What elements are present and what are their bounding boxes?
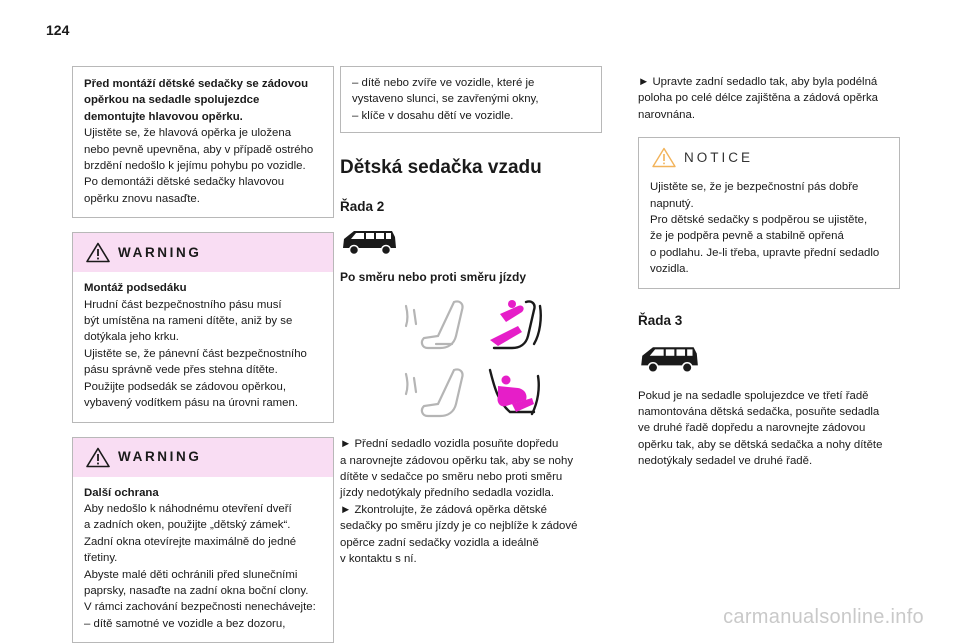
notice-text xyxy=(639,177,899,287)
warning-triangle-icon xyxy=(86,242,110,263)
page-number: 124 xyxy=(46,22,69,38)
text-line: Aby nedošlo k náhodnému otevření dveří xyxy=(84,501,323,517)
row2-title: Řada 2 xyxy=(340,199,602,214)
instructions-text xyxy=(340,436,602,567)
text-line: pásu správně vede přes stehna dítěte. xyxy=(84,362,323,378)
column-right xyxy=(638,66,900,470)
text-line: ► Zkontrolujte, že zádová opěrka dětské xyxy=(340,502,602,518)
notice-title: NOTICE xyxy=(684,150,753,166)
text-line: nebo pevně upevněna, aby v případě ostrého xyxy=(84,142,323,158)
text-line: dotýkala jeho krku. xyxy=(84,329,323,345)
text-line: napnutý. xyxy=(650,196,889,212)
warning-protection-text xyxy=(73,477,333,643)
warning-header xyxy=(73,438,333,477)
text-line: nedotýkaly sedadel ve druhé řadě. xyxy=(638,453,900,469)
warning-title: WARNING xyxy=(118,449,201,465)
text-line: namontována dětská sedačka, posuňte sedadla xyxy=(638,404,900,420)
column-left xyxy=(72,66,334,643)
text-line: vozidla. xyxy=(650,261,889,277)
text-line: ► Přední sedadlo vozidla posuňte dopředu xyxy=(340,436,602,452)
van-icon xyxy=(340,228,398,256)
headrest-info-text xyxy=(84,76,323,207)
text-line: dítěte v sedačce po směru nebo proti směru xyxy=(340,469,602,485)
text-line: Použijte podsedák se zádovou opěrkou, xyxy=(84,379,323,395)
text-line: v kontaktu s ní. xyxy=(340,551,602,567)
text-line: poloha po celé délce zajištěna a zádová opěrka xyxy=(638,90,900,106)
text-line: jízdy nedotýkaly předního sedadla vozidla. xyxy=(340,485,602,501)
continuation-box xyxy=(340,66,602,133)
text-line: o podlahu. Je-li třeba, upravte přední sedadlo xyxy=(650,245,889,261)
text-line: třetiny. xyxy=(84,550,323,566)
text-line: Pro dětské sedačky s podpěrou se ujistěte, xyxy=(650,212,889,228)
text-line: a narovnejte zádovou opěrku tak, aby se nohy xyxy=(340,453,602,469)
rear-facing-seat-icon xyxy=(394,296,554,356)
continuation-text xyxy=(352,75,591,124)
text-line: být umístěna na rameni dítěte, aniž by se xyxy=(84,313,323,329)
text-line: Montáž podsedáku xyxy=(84,280,323,296)
text-line: ► Upravte zadní sedadlo tak, aby byla podélná xyxy=(638,74,900,90)
warning-title: WARNING xyxy=(118,245,201,261)
text-line: Před montáží dětské sedačky se zádovou xyxy=(84,76,323,92)
text-line: ve druhé řadě dopředu a narovnejte zádovou xyxy=(638,420,900,436)
notice-box xyxy=(638,137,900,288)
orientation-title: Po směru nebo proti směru jízdy xyxy=(340,270,602,284)
section-title: Dětská sedačka vzadu xyxy=(340,157,602,179)
text-line: – dítě samotné ve vozidle a bez dozoru, xyxy=(84,616,323,632)
warning-booster-text xyxy=(73,272,333,421)
row3-text xyxy=(638,388,900,470)
text-line: Zadní okna otevírejte maximálně do jedné xyxy=(84,534,323,550)
warning-protection-box xyxy=(72,437,334,643)
text-line: paprsky, nasaďte na zadní okna boční clony. xyxy=(84,583,323,599)
watermark: carmanualsonline.info xyxy=(723,606,924,629)
warning-header xyxy=(73,233,333,272)
headrest-info-box xyxy=(72,66,334,218)
text-line: opěrku tak, aby se dětská sedačka a nohy dítěte xyxy=(638,437,900,453)
text-line: sedačky po směru jízdy je co nejblíže k zádové xyxy=(340,518,602,534)
text-line: V rámci zachování bezpečnosti nenechávejte: xyxy=(84,599,323,615)
warning-booster-box xyxy=(72,232,334,422)
text-line: opěrce zadní sedačky vozidla a ideálně xyxy=(340,535,602,551)
text-line: Ujistěte se, že je bezpečnostní pás dobře xyxy=(650,179,889,195)
text-line: demontujte hlavovou opěrku. xyxy=(84,109,323,125)
van-icon xyxy=(638,344,700,374)
text-line: a zadních oken, použijte „dětský zámek“. xyxy=(84,517,323,533)
text-line: Další ochrana xyxy=(84,485,323,501)
text-line: narovnána. xyxy=(638,107,900,123)
text-line: Pokud je na sedadle spolujezdce ve třetí řadě xyxy=(638,388,900,404)
text-line: Po demontáži dětské sedačky hlavovou xyxy=(84,174,323,190)
rear-seat-adjust-text xyxy=(638,74,900,123)
text-line: Abyste malé děti ochránili před slunečními xyxy=(84,567,323,583)
text-line: Ujistěte se, že hlavová opěrka je uložena xyxy=(84,125,323,141)
column-middle xyxy=(340,66,602,567)
row3-title: Řada 3 xyxy=(638,313,900,328)
text-line: opěrku znovu nasaďte. xyxy=(84,191,323,207)
forward-facing-seat-icon xyxy=(394,362,554,424)
text-line: – dítě nebo zvíře ve vozidle, které je xyxy=(352,75,591,91)
text-line: Hrudní část bezpečnostního pásu musí xyxy=(84,297,323,313)
warning-triangle-icon xyxy=(86,447,110,468)
text-line: brzdění nedošlo k jejímu pohybu po vozidle. xyxy=(84,158,323,174)
text-line: že je podpěra pevně a stabilně opřená xyxy=(650,228,889,244)
notice-triangle-icon xyxy=(652,147,676,168)
notice-header xyxy=(639,138,899,177)
text-line: vybavený vodítkem pásu na úrovni ramen. xyxy=(84,395,323,411)
text-line: – klíče v dosahu dětí ve vozidle. xyxy=(352,108,591,124)
text-line: Ujistěte se, že pánevní část bezpečnostního xyxy=(84,346,323,362)
text-line: vystaveno slunci, se zavřenými okny, xyxy=(352,91,591,107)
text-line: opěrkou na sedadle spolujezdce xyxy=(84,92,323,108)
